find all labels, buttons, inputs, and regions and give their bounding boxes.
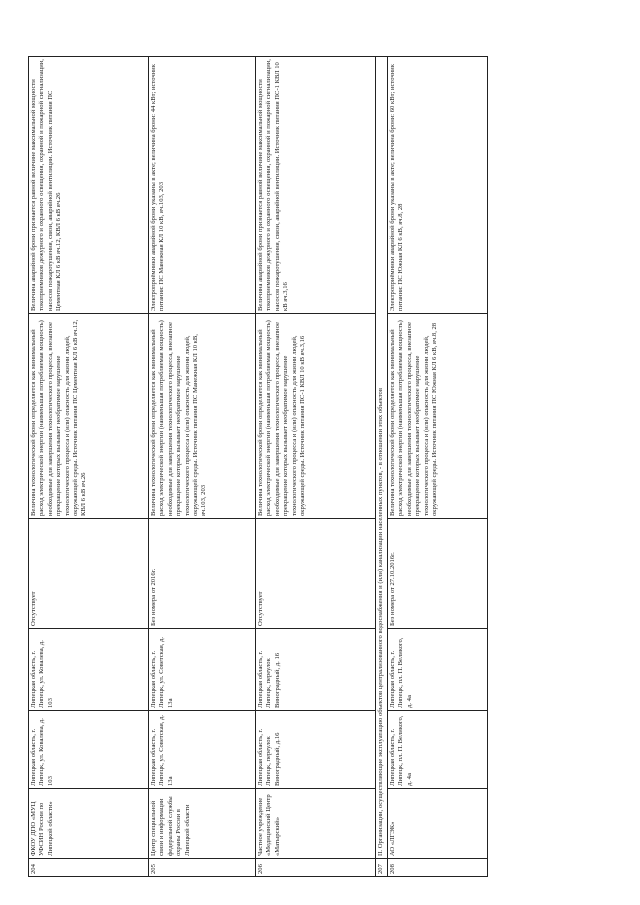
act-info: Без номера от 2016г. — [149, 519, 256, 629]
technological-reserve: Величина технологической брони определяется как минимальный расход электрической энергии (наименьшая потребляемая мощность) необходимые для завершения технологического процесса, внезапное прекращение которых вызывает необратимое нарушение технологического процесса и (или) опасность для жизни людей, окружающей среды. Источник питания ПС Цементная КЛ 6 кВ яч.12, КВЛ 6 кВ яч.26 — [29, 314, 149, 519]
row-number: 207 — [376, 859, 388, 877]
row-number: 206 — [256, 859, 376, 877]
act-info: Без номера от 27.10.2016г. — [388, 519, 488, 629]
table-row — [388, 57, 488, 877]
rotated-document-page — [28, 57, 496, 877]
table-row — [29, 57, 149, 877]
actual-address: Липецкая область, г. Липецк, ул. Советская, д. 13а — [149, 629, 256, 711]
technological-reserve: Величина технологической брони определяется как минимальный расход электрической энергии (наименьшая потребляемая мощность) необходимые для завершения технологического процесса, внезапное прекращение которых вызывает необратимое нарушение технологического процесса и (или) опасность для жизни людей, окружающей среды. Источник питания ПС Манежная КЛ 10 кВ, яч.103, 203 — [149, 314, 256, 519]
emergency-reserve: Величина аварийной брони признается равной величине максимальной мощности токоприемников дежурного и охранного освещения, охранной и пожарной сигнализации, насосов пожаротушения, связи, аварийной вентиляции. Источник питания ПС Цементная КЛ 6 кВ яч.12, КВЛ 6 кВ яч.26 — [29, 57, 149, 314]
act-info: Отсутствует — [29, 519, 149, 629]
section-title: II. Организации, осуществляющие эксплуатацию объектов централизованного водоснабжения и (или) канализации населенных пунктов, - в отношении этих объектов — [376, 57, 388, 859]
emergency-reserve: Электроприёмники аварийной брони указаны в акте; величина брони: 60 кВт; источник питания: ПС Южная КЛ 6 кВ, яч.8, 28 — [388, 57, 488, 314]
technological-reserve: Величина технологической брони определяется как минимальный расход электрической энергии (наименьшая потребляемая мощность) необходимые для завершения технологического процесса, внезапное прекращение которых вызывает необратимое нарушение технологического процесса и (или) опасность для жизни людей, окружающей среды. Источник питания ПС Южная КЛ 6 кВ, яч.8, 28 — [388, 314, 488, 519]
actual-address: Липецкая область, г. Липецк, ул. Ковалева, д. 103 — [29, 629, 149, 711]
technological-reserve: Величина технологической брони определяется как минимальный расход электрической энергии (наименьшая потребляемая мощность) необходимые для завершения технологического процесса, внезапное прекращение которых вызывает необратимое нарушение технологического процесса и (или) опасность для жизни людей, окружающей среды. Источник питания ПС-1 КВЛ 10 кВ яч.3,16 — [256, 314, 376, 519]
reserve-registry-table — [28, 56, 488, 877]
legal-address: Липецкая область, г. Липецк, ул. Советская, д. 13а — [149, 711, 256, 789]
organization-name: АО «ЛГЭК» — [388, 789, 488, 859]
organization-name: ФКОУ ДПО «МУЦ УФСИН России по Липецкой области» — [29, 789, 149, 859]
organization-name: Центр специальной связи и информации федеральной службы охраны России в Липецкой области — [149, 789, 256, 859]
table-row — [149, 57, 256, 877]
legal-address: Липецкая область, г. Липецк, ул. Ковалева, д. 103 — [29, 711, 149, 789]
actual-address: Липецкая область, г. Липецк, переулок Виноградный, д. 16 — [256, 629, 376, 711]
emergency-reserve: Величина аварийной брони признается равной величине максимальной мощности токоприемников дежурного и охранного освещения, охранной и пожарной сигнализации, насосов пожаротушения, связи, аварийной вентиляции. Источник питания ПС-1 КВЛ 10 кВ яч.3,16 — [256, 57, 376, 314]
organization-name: Частное учреждение «Медицинский Центр «Матырский» — [256, 789, 376, 859]
row-number: 204 — [29, 859, 149, 877]
section-header-row — [376, 57, 388, 877]
act-info: Отсутствует — [256, 519, 376, 629]
legal-address: Липецкая область, г. Липецк, переулок Виноградный, д.16 — [256, 711, 376, 789]
legal-address: Липецкая область, г. Липецк, пл. П. Великого, д. 4а — [388, 711, 488, 789]
row-number: 205 — [149, 859, 256, 877]
table-row — [256, 57, 376, 877]
row-number: 208 — [388, 859, 488, 877]
actual-address: Липецкая область, г. Липецк, пл. П. Великого, д. 4а — [388, 629, 488, 711]
emergency-reserve: Электроприёмники аварийной брони указаны в акте; величина брони: 44 кВт; источник питания: ПС Манежная КЛ 10 кВ, яч.103, 203 — [149, 57, 256, 314]
